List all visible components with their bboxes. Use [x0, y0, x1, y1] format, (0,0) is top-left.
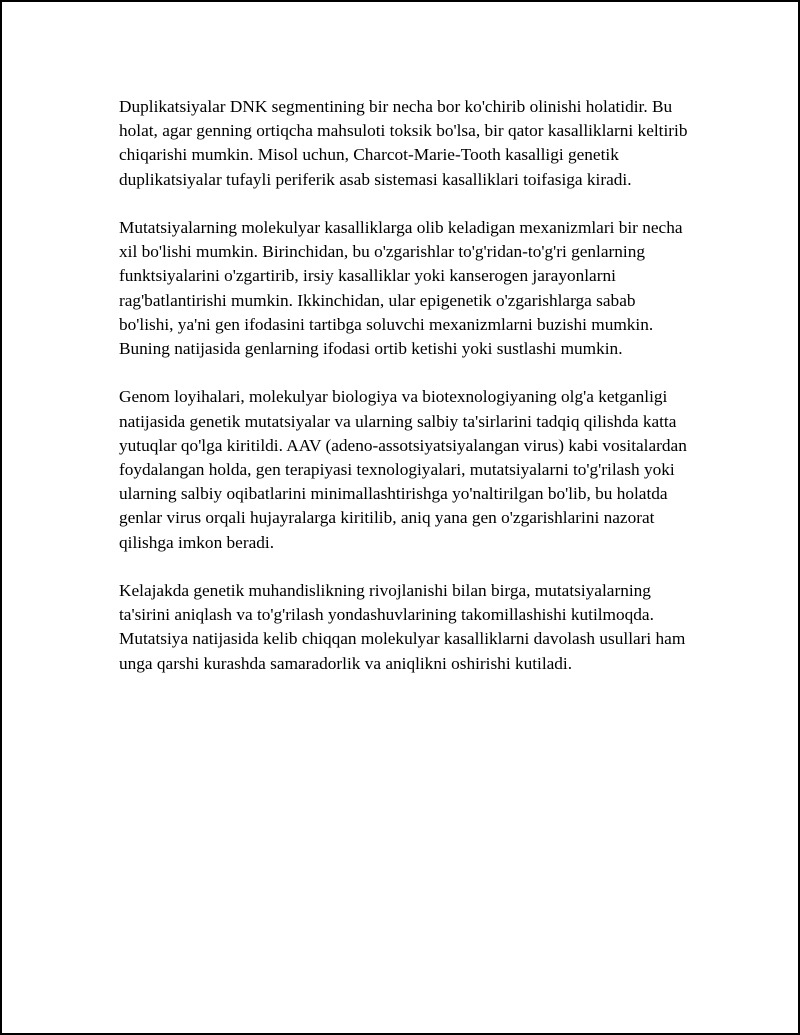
paragraph-mechanisms: Mutatsiyalarning molekulyar kasalliklarga olib keladigan mexanizmlari bir necha xil bo'lishi mumkin. Birinchidan, bu o'zgarishlar to'g'ridan-to'g'ri genlarning funktsiyalarini o'zgartirib, irsiy kasalliklar yoki kanserogen jarayonlarni rag'batlantirishi mumkin. Ikkinchidan, ular epigenetik o'zgarishlarga sabab bo'lishi, ya'ni gen ifodasini tartibga soluvchi mexanizmlarni buzishi mumkin. Buning natijasida genlarning ifodasi ortib ketishi yoki sustlashi mumkin.: [119, 218, 683, 359]
document-body: [119, 95, 694, 700]
paragraph-future-outlook: Kelajakda genetik muhandislikning rivojlanishi bilan birga, mutatsiyalarning ta'sirini aniqlash va to'g'rilash yondashuvlarining takomillashishi kutilmoqda. Mutatsiya natijasida kelib chiqqan molekulyar kasalliklarni davolash usullari ham unga qarshi kurashda samaradorlik va aniqlikni oshirishi kutiladi.: [119, 581, 686, 673]
paragraph-gene-therapy: Genom loyihalari, molekulyar biologiya va biotexnologiyaning olg'a ketganligi natijasida genetik mutatsiyalar va ularning salbiy ta'sirlarini tadqiq qilishda katta yutuqlar qo'lga kiritildi. AAV (adeno-assotsiyatsiyalangan virus) kabi vositalardan foydalangan holda, gen terapiyasi texnologiyalari, mutatsiyalarni to'g'rilash yoki ularning salbiy oqibatlarini minimallashtirishga yo'naltirilgan bo'lib, bu holatda genlar virus orqali hujayralarga kiritilib, aniq yana gen o'zgarishlarini nazorat qilishga imkon beradi.: [119, 387, 687, 552]
paragraph-duplications: Duplikatsiyalar DNK segmentining bir necha bor ko'chirib olinishi holatidir. Bu holat, agar genning ortiqcha mahsuloti toksik bo'lsa, bir qator kasalliklarni keltirib chiqarishi mumkin. Misol uchun, Charcot-Marie-Tooth kasalligi genetik duplikatsiyalar tufayli periferik asab sistemasi kasalliklari toifasiga kiradi.: [119, 97, 688, 189]
